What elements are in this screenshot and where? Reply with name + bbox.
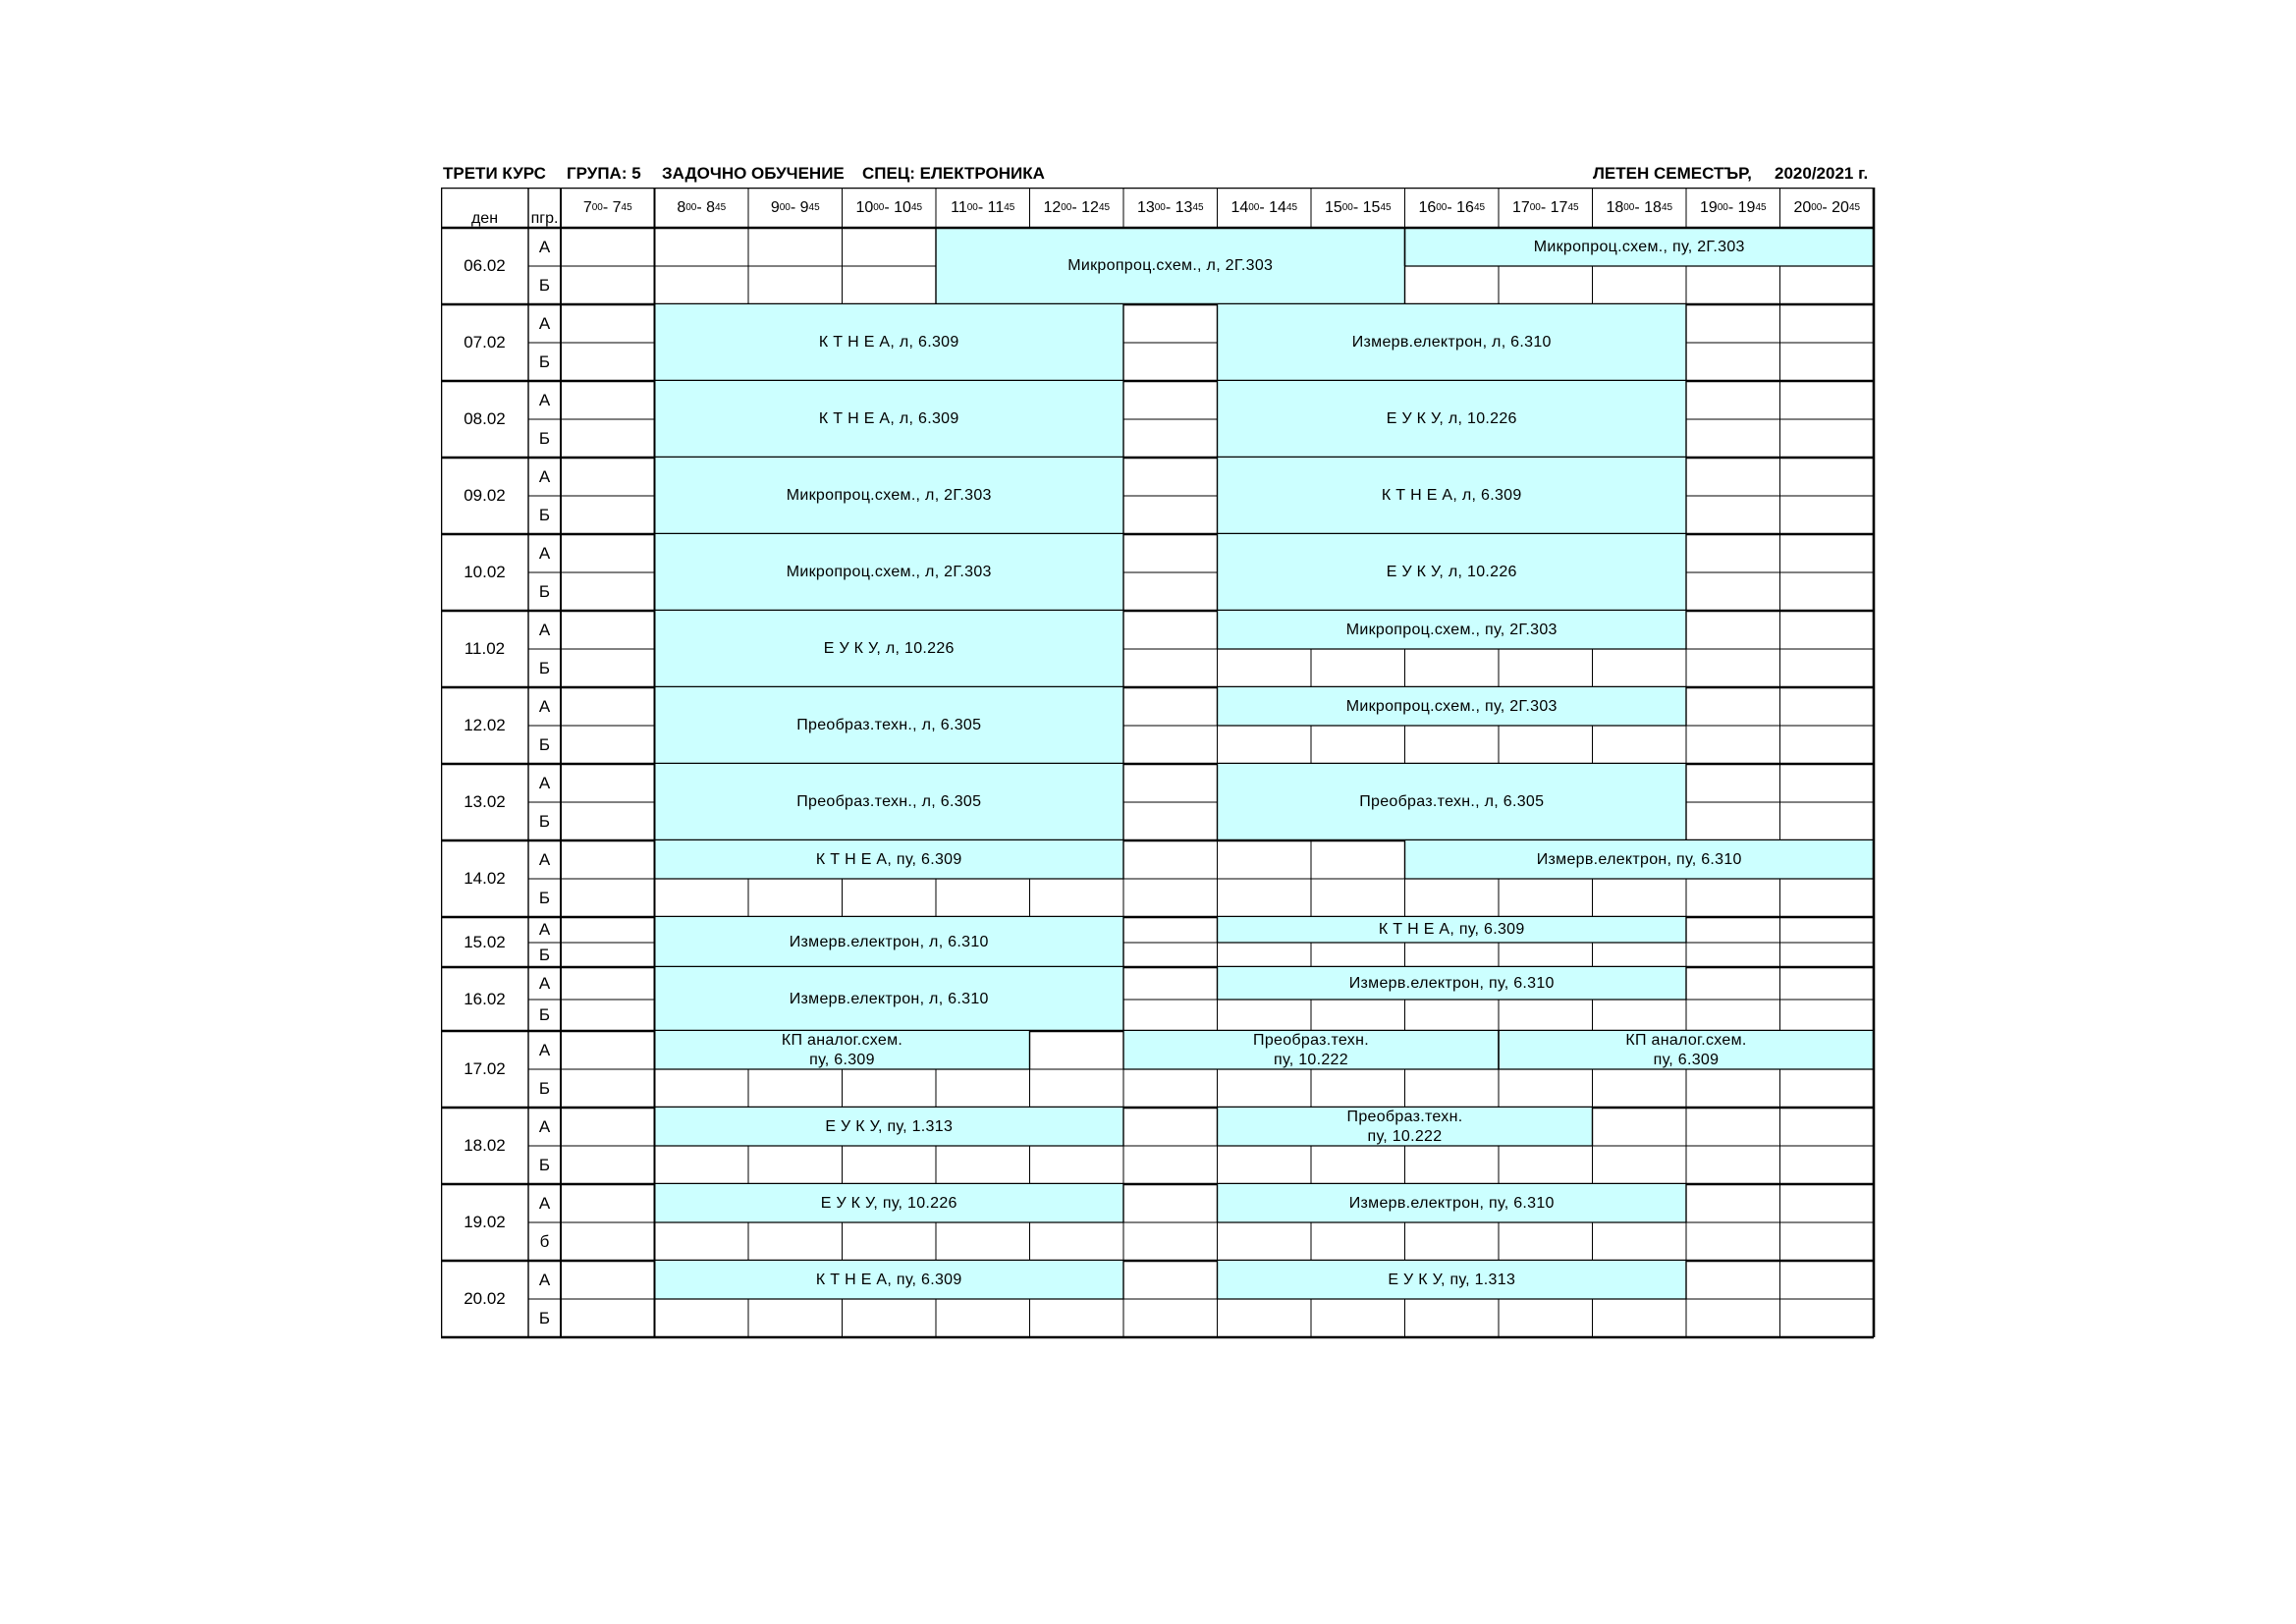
lesson-block: Е У К У, пу, 1.313 xyxy=(825,1117,954,1135)
day-date: 18.02 xyxy=(464,1136,506,1155)
day-date: 15.02 xyxy=(464,932,506,951)
day-date: 13.02 xyxy=(464,792,506,811)
subgroup-b: Б xyxy=(538,1078,551,1098)
lesson-block: Микропроц.схем., пу, 2Г.303 xyxy=(1345,621,1558,638)
lesson-block: Микропроц.схем., пу, 2Г.303 xyxy=(1345,697,1558,715)
lesson-block: Преобраз.техн., л, 6.305 xyxy=(796,717,982,733)
lesson-block: Микропроц.схем., л, 2Г.303 xyxy=(786,564,992,580)
subgroup-b: Б xyxy=(538,1308,551,1327)
col-header-time-slot: 20 00 - 20 45 xyxy=(1793,198,1861,216)
day-date: 11.02 xyxy=(464,639,506,658)
subgroup-b: Б xyxy=(538,581,551,601)
academic-year-label: 2020/2021 г. xyxy=(1775,164,1869,183)
lesson-block: Е У К У, пу, 1.313 xyxy=(1388,1271,1516,1288)
lesson-block: К Т Н Е А, пу, 6.309 xyxy=(815,1271,962,1288)
subgroup-b: Б xyxy=(538,658,551,677)
lesson-block: К Т Н Е А, пу, 6.309 xyxy=(1378,921,1525,938)
day-date: 08.02 xyxy=(464,409,506,428)
col-header-time-slot: 18 00 - 18 45 xyxy=(1606,198,1673,216)
lesson-block: Е У К У, пу, 10.226 xyxy=(820,1194,957,1212)
subgroup-b: Б xyxy=(538,811,551,831)
subgroup-a: А xyxy=(538,390,551,409)
semester-label: ЛЕТЕН СЕМЕСТЪР, xyxy=(1593,164,1752,183)
lesson-block: Микропроц.схем., пу, 2Г.303 xyxy=(1533,238,1745,255)
day-date: 07.02 xyxy=(464,333,506,352)
lesson-block: К Т Н Е А, пу, 6.309 xyxy=(815,850,962,868)
day-date: 14.02 xyxy=(464,869,506,888)
subgroup-b: Б xyxy=(538,352,551,371)
lesson-block: Измерв.електрон, л, 6.310 xyxy=(789,990,989,1007)
col-header-time-slot: 14 00 - 14 45 xyxy=(1230,198,1298,216)
subgroup-a: А xyxy=(538,313,551,333)
subgroup-b: Б xyxy=(538,734,551,754)
subgroup-a: А xyxy=(538,1116,551,1136)
col-header-time-slot: 12 00 - 12 45 xyxy=(1043,198,1111,216)
day-date: 10.02 xyxy=(464,563,506,581)
lesson-block: К Т Н Е А, л, 6.309 xyxy=(818,410,959,427)
day-date: 17.02 xyxy=(464,1059,506,1078)
subgroup-a: А xyxy=(538,696,551,716)
col-header-time-slot: 7 00 - 7 45 xyxy=(582,198,632,216)
day-date: 19.02 xyxy=(464,1213,506,1231)
subgroup-a: А xyxy=(538,620,551,639)
subgroup-a: А xyxy=(538,920,551,939)
lesson-block: Измерв.електрон, пу, 6.310 xyxy=(1348,1194,1555,1212)
group-label: ГРУПА: 5 xyxy=(567,164,641,183)
lesson-block: Е У К У, л, 10.226 xyxy=(1386,564,1517,580)
subgroup-b: Б xyxy=(538,945,551,964)
lesson-block: Преобраз.техн., л, 6.305 xyxy=(1359,793,1545,810)
subgroup-a: А xyxy=(538,773,551,792)
lesson-block: К Т Н Е А, л, 6.309 xyxy=(1381,487,1522,504)
lesson-block: Е У К У, л, 10.226 xyxy=(1386,410,1517,427)
lesson-block: Измерв.електрон, пу, 6.310 xyxy=(1348,974,1555,992)
col-header-time-slot: 11 00 - 11 45 xyxy=(951,198,1015,216)
subgroup-b: Б xyxy=(538,888,551,907)
lesson-block: Преобраз.техн., л, 6.305 xyxy=(796,793,982,810)
subgroup-b: Б xyxy=(538,1005,551,1024)
specialty-label: СПЕЦ: ЕЛЕКТРОНИКА xyxy=(862,164,1045,183)
subgroup-a: А xyxy=(538,543,551,563)
col-header-time-slot: 19 00 - 19 45 xyxy=(1699,198,1767,216)
lesson-block: КП аналог.схем. пу, 6.309 xyxy=(781,1032,903,1068)
subgroup-a: А xyxy=(538,466,551,486)
lesson-block: К Т Н Е А, л, 6.309 xyxy=(818,334,959,351)
col-header-time-slot: 17 00 - 17 45 xyxy=(1511,198,1579,216)
col-header-time-slot: 13 00 - 13 45 xyxy=(1136,198,1204,216)
lesson-block: Измерв.електрон, л, 6.310 xyxy=(1351,334,1552,351)
lesson-block: Измерв.електрон, л, 6.310 xyxy=(789,933,989,950)
lesson-block: Преобраз.техн. пу, 10.222 xyxy=(1253,1032,1369,1068)
col-header-day: ден xyxy=(470,210,499,227)
subgroup-b: б xyxy=(539,1231,550,1251)
col-header-time-slot: 8 00 - 8 45 xyxy=(677,198,727,216)
subgroup-a: А xyxy=(538,1040,551,1059)
col-header-time-slot: 10 00 - 10 45 xyxy=(855,198,923,216)
subgroup-a: А xyxy=(538,1270,551,1289)
lesson-block: КП аналог.схем. пу, 6.309 xyxy=(1625,1032,1747,1068)
subgroup-b: Б xyxy=(538,275,551,295)
lesson-block: Преобраз.техн. пу, 10.222 xyxy=(1346,1109,1463,1145)
subgroup-b: Б xyxy=(538,1155,551,1174)
subgroup-b: Б xyxy=(538,505,551,524)
lesson-block: Е У К У, л, 10.226 xyxy=(823,640,955,657)
study-mode-label: ЗАДОЧНО ОБУЧЕНИЕ xyxy=(662,164,845,183)
subgroup-a: А xyxy=(538,849,551,869)
lesson-block: Измерв.електрон, пу, 6.310 xyxy=(1536,850,1742,868)
day-date: 20.02 xyxy=(464,1289,506,1308)
lesson-block: Микропроц.схем., л, 2Г.303 xyxy=(786,487,992,504)
schedule-header xyxy=(443,161,1867,187)
col-header-subgroup: пгр. xyxy=(530,210,559,227)
col-header-time-slot: 9 00 - 9 45 xyxy=(770,198,820,216)
course-label: ТРЕТИ КУРС xyxy=(443,164,546,183)
day-date: 16.02 xyxy=(464,989,506,1008)
lesson-block: Микропроц.схем., л, 2Г.303 xyxy=(1067,257,1274,274)
subgroup-a: А xyxy=(538,1193,551,1213)
col-header-time-slot: 16 00 - 16 45 xyxy=(1418,198,1486,216)
subgroup-a: А xyxy=(538,973,551,993)
subgroup-b: Б xyxy=(538,428,551,448)
subgroup-a: А xyxy=(538,237,551,256)
day-date: 12.02 xyxy=(464,716,506,734)
day-date: 06.02 xyxy=(464,256,506,275)
day-date: 09.02 xyxy=(464,486,506,505)
col-header-time-slot: 15 00 - 15 45 xyxy=(1324,198,1392,216)
